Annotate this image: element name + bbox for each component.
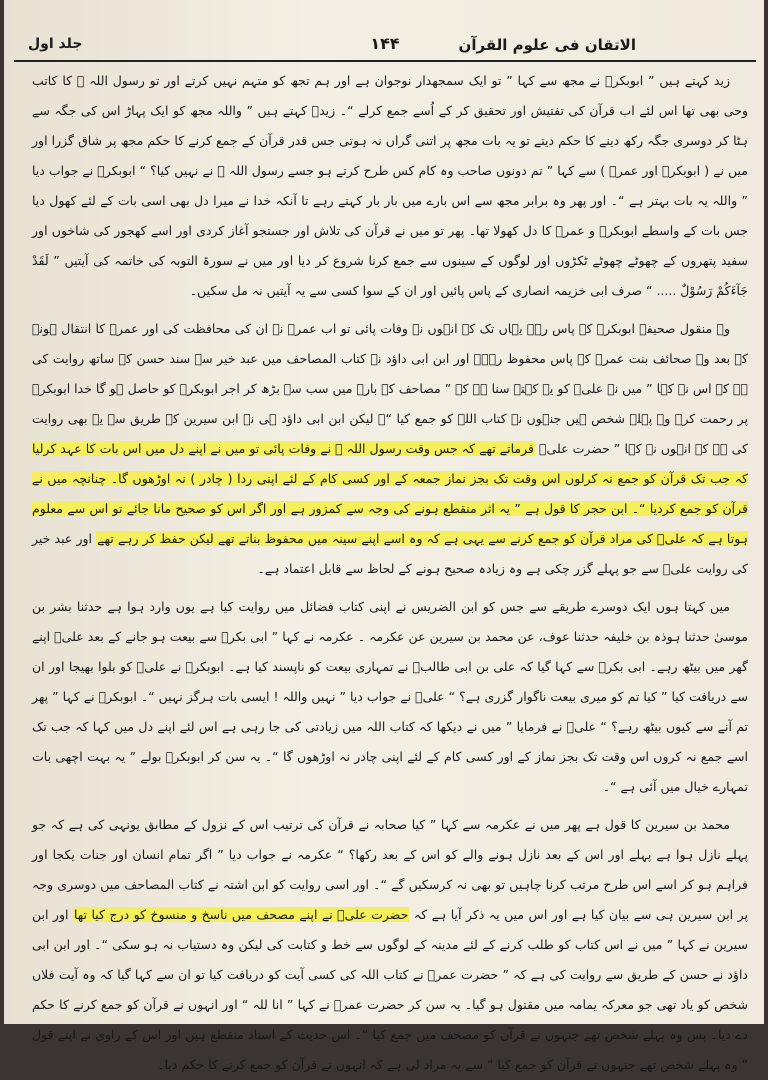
highlighted-text: فرماتے تھے کہ جس وقت رسول اللہ ﷺ نے وفات پائی تو میں نے اپنے دل میں اس بات کا عہد کرلیا کہ جب تک قرآن کو جمع نہ کرلوں اس وقت تک بجز نماز جمعہ کے اور کسی کام کے لئے اپنی ردا ( چادر ) نہ اوڑھوں گا۔ چنانچہ میں نے قرآن کو جمع کردیا “۔ ابن حجر کا قول ہے ” یہ اثر منقطع ہونے کی وجہ سے کمزور ہے اور اگر اس کو صحیح مانا جائے تو اس سے معلوم ہوتا ہے کہ علیؓ کی مراد قرآن کو جمع کرنے سے یہی ہے کہ وہ اسے اپنے سینہ میں محفوظ بناتے تھے لیکن حفظ کر رہے تھے [32,441,748,546]
paragraph [32,810,748,1080]
paragraph [32,66,748,306]
highlighted-text: حضرت علیؓ نے اپنے مصحف میں ناسخ و منسوخ کو درج کیا تھا [73,907,409,922]
paragraph [32,314,748,584]
paragraph-text: محمد بن سیرین کا قول ہے پھر میں نے عکرمہ سے کہا ” کیا صحابہ نے قرآن کی ترتیب اس کے نزول کے مطابق یونہی کی ہے کہ جو پہلے نازل ہوا ہے پہلے اور اس کے بعد نازل ہونے والے کو اس کے بعد رکھا؟ “ عکرمہ نے جواب دیا ” اگر تمام انسان اور جنات یکجا اور فراہم ہو کر اسے اس طرح مرتب کرنا چاہیں تو بھی نہ کرسکیں گے “۔ اور اسی روایت کو ابن اشتہ نے کتاب المصاحف میں دوسری وجہ پر ابن سیرین ہی سے بیان کیا ہے اور اس میں یہ ذکر آیا ہے کہ [32,817,748,922]
page-header [14,34,756,62]
volume-label: جلد اول [28,36,83,52]
paragraph-text: اور عبد خیر کی روایت علیؓ سے جو پہلے گزر چکی ہے وہ زیادہ صحیح ہونے کے لحاظ سے قابل اعتماد ہے۔ [32,531,748,576]
paragraph-text: وہ منقول صحیفے ابوبکرؓ کے پاس رہے یہاں تک کہ انہوں نے وفات پائی تو اب عمرؓ نے ان کی محافظت کی اور عمرؓ کا انتقال ہونے کے بعد وہ صحائف بنت عمرؓ کے پاس محفوظ رہے۔ اور ابن ابی داؤد نے کتاب المصاحف میں عبد خیر سے سند حسن کے ساتھ روایت کی ہے کہ اس نے کہا ” میں نے علیؓ کو یہ کہتے سنا ہے کہ ” مصاحف کے بارے میں سب سے بڑھ کر اجر ابوبکرؓ کو حاصل ہو گا خدا ابوبکرؓ پر رحمت کرے وہ پہلے شخص ہیں جنہوں نے کتاب اللہ کو جمع کیا “۔ لیکن ابن ابی داؤد ہی نے ابن سیرین کے طریق سے یہ بھی روایت کی ہے کہ انہوں نے کہا ” حضرت علیؓ [32,321,749,456]
book-page [4,0,764,1072]
page-number: ۱۴۴ [370,34,400,53]
paragraph [32,592,748,802]
paragraph-text: اور ابن سیرین نے کہا ” میں نے اس کتاب کو طلب کرنے کے لئے مدینہ کے لوگوں سے خط و کتابت کی لیکن وہ دستیاب نہ ہو سکی “۔ اور ابن ابی داؤد نے حسن کے طریق سے روایت کی ہے کہ ” حضرت عمرؓ نے کتاب اللہ کی کسی آیت کو دریافت کیا تو ان سے کہا گیا کہ وہ آیت فلاں شخص کو یاد تھی جو معرکہ یمامہ میں مقتول ہو گیا۔ یہ سن کر حضرت عمرؓ نے کہا ” انا للہ “ اور انہوں نے قرآن کو جمع کرنے کا حکم دے دیا۔ پس وہ پہلے شخص تھے جنہوں نے قرآن کو مصحف میں جمع کیا “۔ اس حدیث کے اسناد منقطع ہیں اور اس کے راوی نے اپنے قول ” وہ پہلے شخص تھے جنہوں نے قرآن کو جمع کیا “ سے یہ مراد لی ہے کہ انہوں نے قرآن کو جمع کرنے کا حکم دیا۔ [32,907,748,1072]
book-title: الاتقان فی علوم القرآن [458,36,636,54]
page-body [32,66,749,1072]
paragraph-text: زید کہتے ہیں ” ابوبکرؓ نے مجھ سے کہا ” تو ایک سمجھدار نوجوان ہے اور ہم تجھ کو متہم نہیں کرتے اور تو رسول اللہ ﷺ کا کاتب وحی بھی تھا اس لئے اب قرآن کی تفتیش اور تحقیق کر کے اُسے جمع کرلے “۔ زیدؓ کہتے ہیں ” واللہ مجھ کو ایک پہاڑ اس کی جگہ سے ہٹا کر دوسری جگہ رکھ دینے کا حکم دیتے تو یہ بات مجھ پر اتنی گراں نہ ہوتی جس قدر قرآن کے جمع کرنے کا حکم مجھ پر شاق گزرا اور میں نے ( ابوبکرؓ اور عمرؓ ) سے کہا ” تم دونوں صاحب وہ کام کس طرح کرتے ہو جسے رسول اللہ ﷺ نے نہیں کیا؟ “ ابوبکرؓ نے جواب دیا ” واللہ یہ بات بہتر ہے “۔ اور پھر وہ برابر مجھ سے اس بارے میں بار بار کہتے رہے تا آنکہ خدا نے میرا دل بھی اسی بات کے لئے کھول دیا جس بات کے واسطے ابوبکرؓ و عمرؓ کا دل کھولا تھا۔ پھر تو میں نے قرآن کی تلاش اور جستجو آغاز کردی اور اسے کھجور کی شاخوں اور سفید پتھروں کے چھوٹے چھوٹے ٹکڑوں اور لوگوں کے سینوں سے جمع کرنا شروع کر دیا اور میں نے سورۃ التوبہ کی خاتمہ کی آیتیں ” لَقَدْ جَآءَكُمْ رَسُوْلٌ ..... “ صرف ابی خزیمہ انصاری کے پاس پائیں اور ان کے سوا کسی سے یہ آیتیں نہ مل سکیں۔ [32,73,748,298]
paragraph-text: میں کہتا ہوں ایک دوسرے طریقے سے جس کو ابن الضریس نے اپنی کتاب فضائل میں روایت کیا ہے یوں وارد ہوا ہے حدثنا بشر بن موسیٰ حدثنا ہوذہ بن خلیفہ حدثنا عوف، عن محمد بن سیرین عن عکرمہ ۔ عکرمہ نے کہا ” ابی بکرؓ سے بیعت ہو جانے کے بعد علیؓ اپنے گھر میں بیٹھ رہے۔ ابی بکرؓ سے کہا گیا کہ علی بن ابی طالبؓ نے تمہاری بیعت کو ناپسند کیا ہے۔ ابوبکرؓ نے علیؓ کو بلوا بھیجا اور ان سے دریافت کیا ” کیا تم کو میری بیعت ناگوار گزری ہے؟ “ علیؓ نے جواب دیا ” نہیں واللہ ! ایسی بات ہرگز نہیں “۔ ابوبکرؓ نے کہا ” پھر تم آنے سے کیوں بیٹھ رہے؟ “ علیؓ نے فرمایا ” میں نے دیکھا کہ کتاب اللہ میں زیادتی کی جا رہی ہے اس لئے اپنے دل میں کہا کہ جب تک اسے جمع نہ کروں اس وقت تک بجز نماز کے اور کسی کام کے لئے اپنی چادر نہ اوڑھوں گا “۔ یہ سن کر ابوبکرؓ بولے ” یہ بہت اچھی بات تمہارے خیال میں آئی ہے “۔ [32,599,748,794]
